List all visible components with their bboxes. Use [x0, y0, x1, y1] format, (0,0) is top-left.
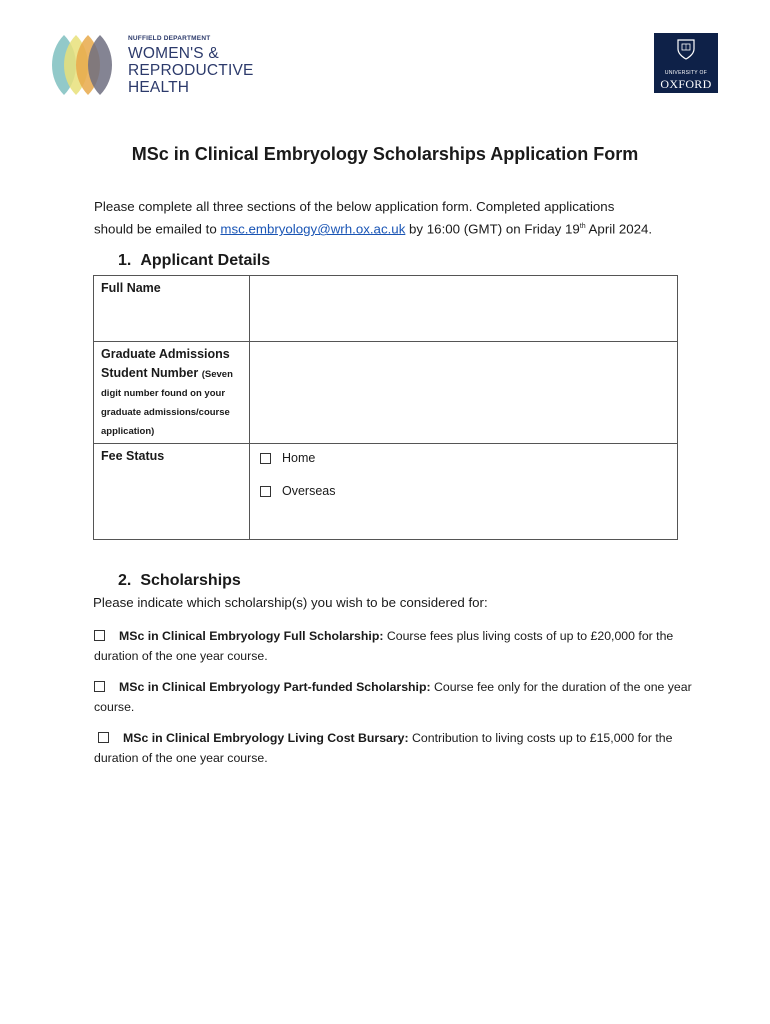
oxford-logo — [654, 33, 718, 93]
checkbox[interactable] — [98, 732, 109, 743]
fee-option-home[interactable] — [260, 449, 670, 467]
scholarship-part-desc: Course fee only for the duration of the one year course. — [94, 680, 692, 714]
intro-date-suffix: th — [579, 223, 586, 230]
department-logo — [44, 33, 264, 99]
section-1-number: 1. — [118, 252, 132, 269]
fee-status-options — [250, 444, 678, 540]
oxford-name: OXFORD — [660, 77, 712, 91]
scholarship-bursary-name: MSc in Clinical Embryology Living Cost Bursary: — [123, 731, 409, 745]
scholarship-option-bursary — [94, 729, 694, 768]
scholarship-bursary-desc: Contribution to living costs up to £15,000 for the duration of the one year course. — [94, 731, 673, 765]
checkbox[interactable] — [260, 486, 271, 497]
scholarship-option-part-funded — [94, 678, 694, 717]
full-name-field[interactable] — [250, 276, 678, 342]
fee-option-overseas-label: Overseas — [282, 484, 336, 498]
department-name-line-1: WOMEN'S & — [128, 45, 219, 62]
fee-option-overseas[interactable] — [260, 482, 670, 500]
student-number-field[interactable] — [250, 342, 678, 444]
fee-option-home-label: Home — [282, 451, 316, 465]
section-2-number: 2. — [118, 572, 132, 589]
scholarship-full-desc: Course fees plus living costs of up to £20,000 for the duration of the one year course. — [94, 629, 674, 663]
scholarships-instruction: Please indicate which scholarship(s) you wish to be considered for: — [93, 595, 488, 610]
oxford-university-of: UNIVERSITY OF — [664, 70, 708, 76]
student-number-label-cell — [94, 342, 250, 444]
intro-pre-link: should be emailed to — [94, 221, 221, 237]
intro-post-link: by 16:00 (GMT) on Friday 19 — [405, 221, 580, 237]
department-subtitle: NUFFIELD DEPARTMENT — [128, 35, 211, 42]
page-title: MSc in Clinical Embryology Scholarships Application Form — [131, 144, 639, 164]
section-1-title: Applicant Details — [140, 252, 271, 269]
petals-icon — [44, 33, 124, 97]
department-name-line-2: REPRODUCTIVE — [128, 62, 254, 79]
checkbox[interactable] — [94, 681, 105, 692]
section-2-title: Scholarships — [140, 572, 241, 589]
checkbox[interactable] — [260, 453, 271, 464]
full-name-label: Full Name — [94, 276, 250, 342]
student-number-label: Graduate Admissions Student Number — [101, 347, 230, 380]
section-1-heading — [118, 252, 270, 270]
table-row — [94, 444, 678, 540]
table-row — [94, 276, 678, 342]
intro-line-1: Please complete all three sections of the below application form. Completed applications — [94, 199, 615, 214]
fee-status-label: Fee Status — [94, 444, 250, 540]
scholarship-part-name: MSc in Clinical Embryology Part-funded Scholarship: — [119, 680, 431, 694]
email-link[interactable]: msc.embryology@wrh.ox.ac.uk — [220, 221, 406, 237]
scholarship-full-name: MSc in Clinical Embryology Full Scholarship: — [119, 629, 384, 643]
intro-text — [94, 197, 694, 239]
scholarship-option-full — [94, 627, 694, 666]
department-name-line-3: HEALTH — [128, 79, 190, 96]
student-number-note: (Seven digit number found on your graduate admissions/course application) — [101, 369, 233, 437]
section-2-heading — [118, 572, 241, 590]
applicant-details-table — [93, 275, 678, 540]
crest-icon — [676, 38, 696, 60]
table-row — [94, 342, 678, 444]
checkbox[interactable] — [94, 630, 105, 641]
intro-tail: April 2024. — [585, 221, 653, 237]
